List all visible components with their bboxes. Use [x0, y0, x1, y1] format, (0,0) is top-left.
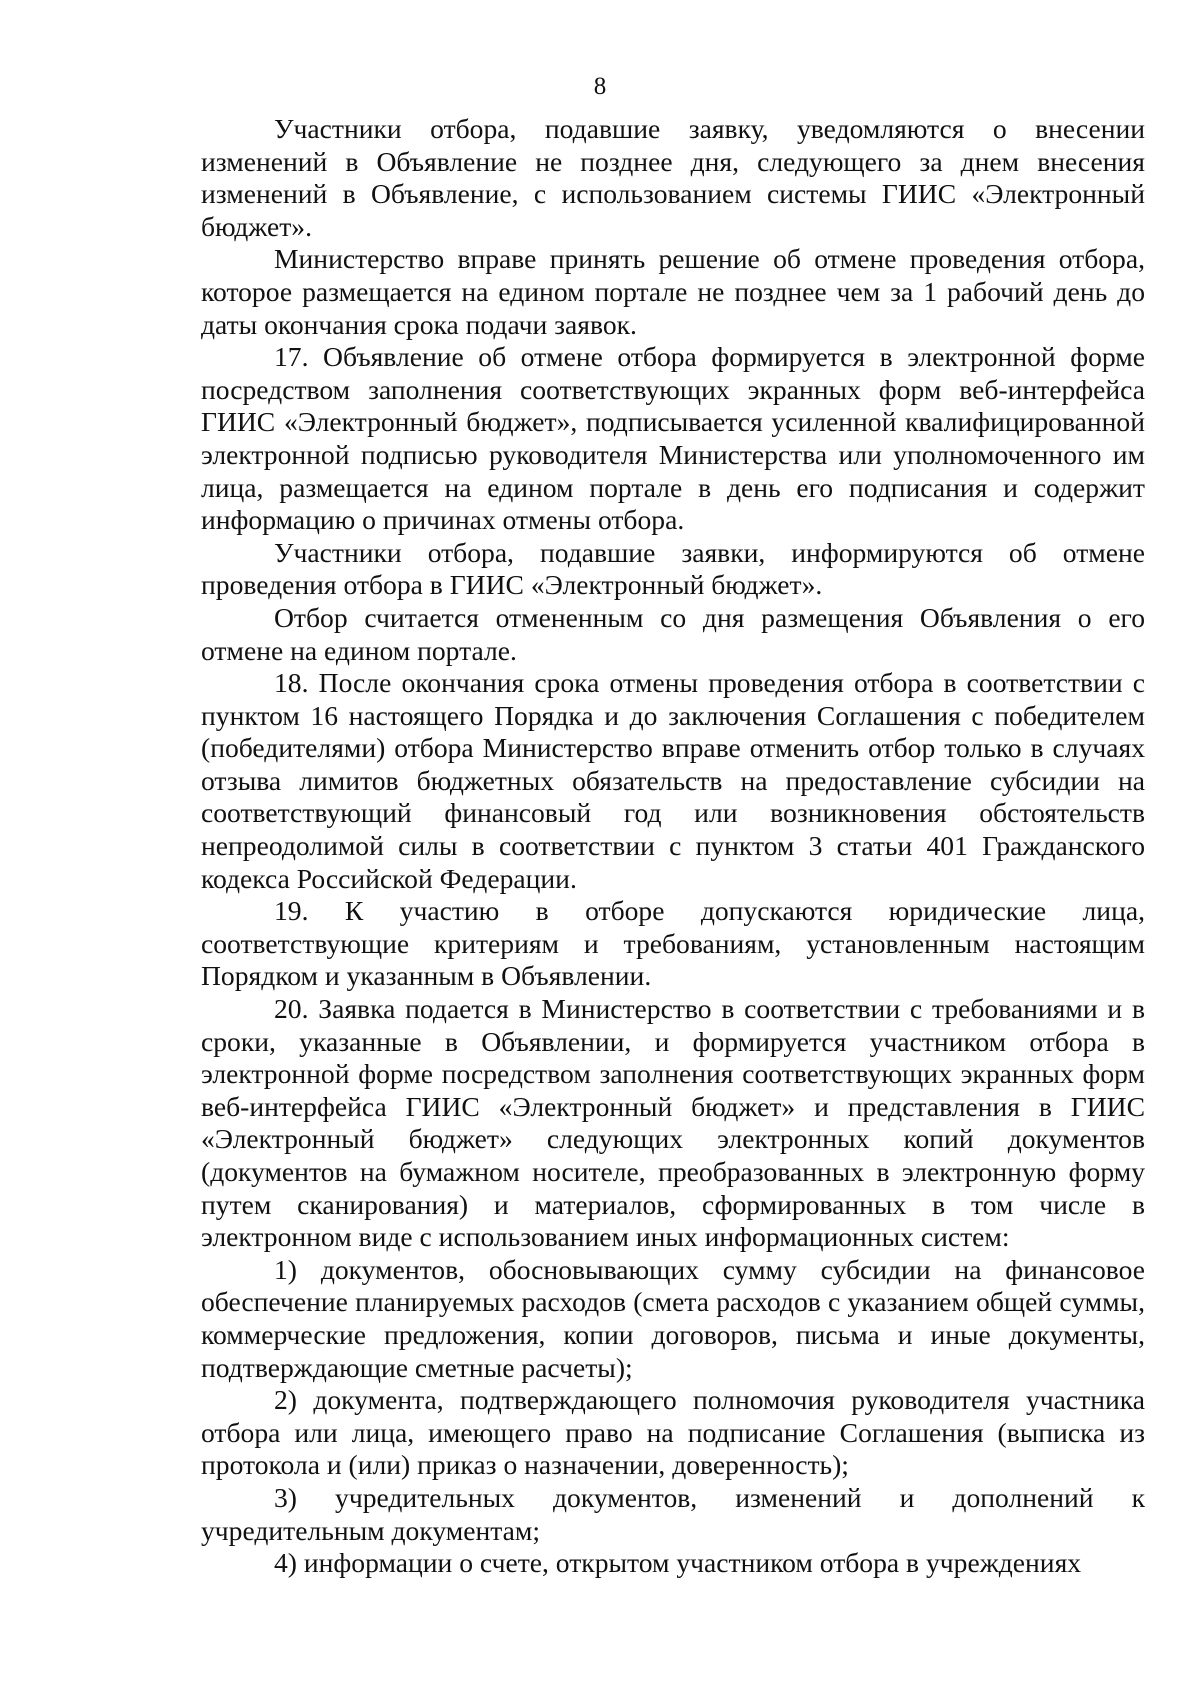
- paragraph-ministry-cancellation-right: Министерство вправе принять решение об отмене проведения отбора, которое размещается на едином портале не позднее чем за 1 рабочий день до даты окончания срока подачи заявок.: [201, 243, 1145, 340]
- paragraph-item-18: 18. После окончания срока отмены проведения отбора в соответствии с пунктом 16 настоящего Порядка и до заключения Соглашения с победителем (победителями) отбора Министерство вправе отменить отбор только в случаях отзыва лимитов бюджетных обязательств на предоставление субсидии на соответствующий финансовый год или возникновения обстоятельств непреодолимой силы в соответствии с пунктом 3 статьи 401 Гражданского кодекса Российской Федерации.: [201, 667, 1145, 894]
- paragraph-subitem-1: 1) документов, обосновывающих сумму субсидии на финансовое обеспечение планируемых расходов (смета расходов с указанием общей суммы, коммерческие предложения, копии договоров, письма и иные документы, подтверждающие сметные расчеты);: [201, 1253, 1145, 1383]
- paragraph-item-19: 19. К участию в отборе допускаются юридические лица, соответствующие критериям и требованиям, установленным настоящим Порядком и указанным в Объявлении.: [201, 895, 1145, 992]
- paragraph-subitem-4: 4) информации о счете, открытом участником отбора в учреждениях: [274, 1547, 1082, 1579]
- paragraph-item-20: 20. Заявка подается в Министерство в соответствии с требованиями и в сроки, указанные в Объявлении, и формируется участником отбора в электронной форме посредством заполнения соответствующих экранных форм веб-интерфейса ГИИС «Электронный бюджет» и представления в ГИИС «Электронный бюджет» следующих электронных копий документов (документов на бумажном носителе, преобразованных в электронную форму путем сканирования) и материалов, сформированных в том числе в электронном виде с использованием иных информационных систем:: [201, 993, 1145, 1253]
- page-number: 8: [593, 73, 607, 100]
- paragraph-item-17: 17. Объявление об отмене отбора формируется в электронной форме посредством заполнения соответствующих экранных форм веб-интерфейса ГИИС «Электронный бюджет», подписывается усиленной квалифицированной электронной подписью руководителя Министерства или уполномоченного им лица, размещается на едином портале в день его подписания и содержит информацию о причинах отмены отбора.: [201, 341, 1145, 536]
- paragraph-selection-cancelled: Отбор считается отмененным со дня размещения Объявления о его отмене на едином портале.: [201, 601, 1145, 666]
- paragraph-subitem-2: 2) документа, подтверждающего полномочия руководителя участника отбора или лица, имеющего право на подписание Соглашения (выписка из протокола и (или) приказ о назначении, доверенность);: [201, 1384, 1145, 1481]
- paragraph-notification-of-changes: Участники отбора, подавшие заявку, уведомляются о внесении изменений в Объявление не позднее дня, следующего за днем внесения изменений в Объявление, с использованием системы ГИИС «Электронный бюджет».: [201, 113, 1145, 242]
- paragraph-subitem-3: 3) учредительных документов, изменений и дополнений к учредительным документам;: [201, 1481, 1145, 1546]
- paragraph-participants-informed: Участники отбора, подавшие заявки, информируются об отмене проведения отбора в ГИИС «Электронный бюджет».: [201, 536, 1145, 601]
- document-body: [201, 113, 1145, 1580]
